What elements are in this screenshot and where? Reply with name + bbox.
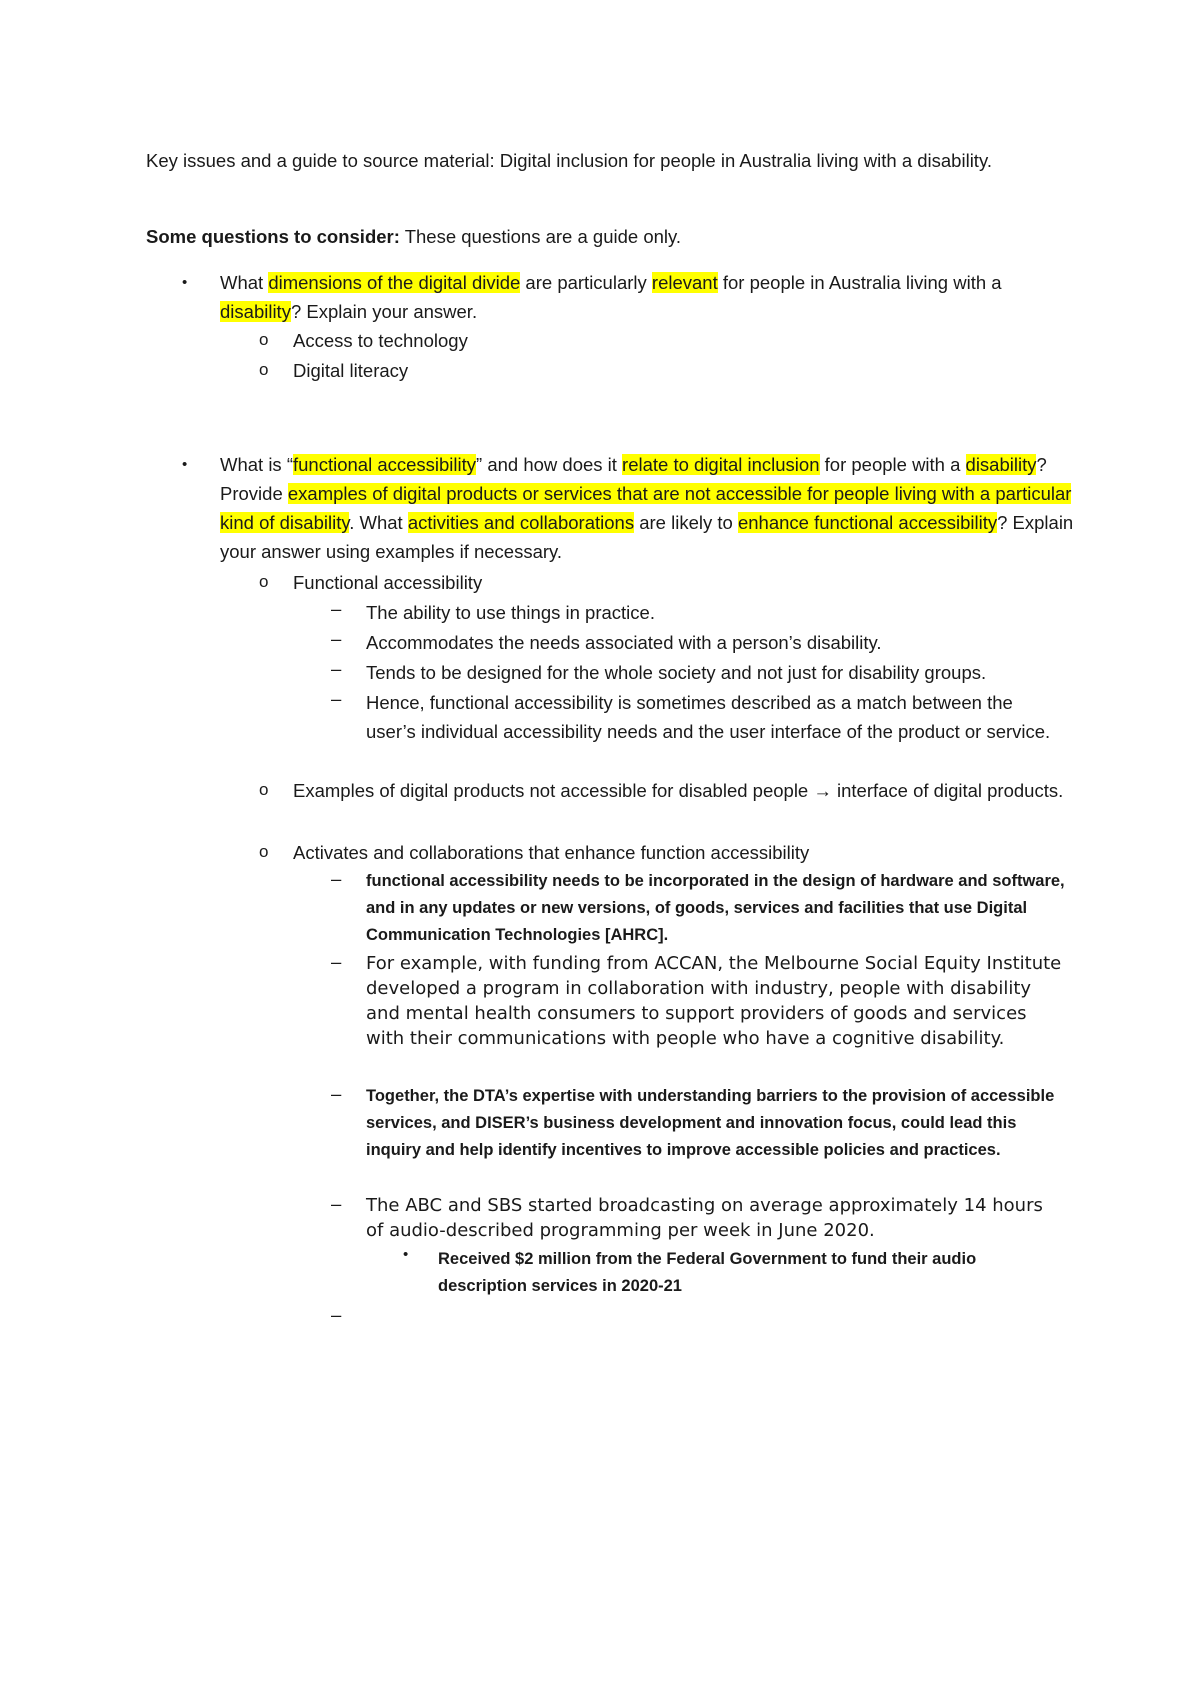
q2-text: are likely to	[634, 512, 738, 533]
bullet-icon: •	[182, 274, 188, 291]
sub-bullet-marker: o	[259, 360, 269, 379]
q2-highlight: enhance functional accessibility	[737, 512, 998, 533]
dash-item: The ABC and SBS started broadcasting on average approximately 14 hours of audio-described programming per week in June 2020.	[366, 1195, 1043, 1241]
q1-highlight: disability	[220, 301, 291, 322]
dash-marker: –	[331, 658, 342, 679]
dash-marker: –	[331, 598, 342, 619]
dash-marker: –	[331, 628, 342, 649]
q2-text: . What	[349, 512, 408, 533]
dash-marker: –	[331, 868, 342, 889]
q2-sub-heading: Activates and collaborations that enhance function accessibility	[293, 842, 810, 863]
dash-item: Tends to be designed for the whole society and not just for disability groups.	[366, 662, 987, 683]
dash-marker: –	[331, 951, 342, 972]
dash-item: For example, with funding from ACCAN, the Melbourne Social Equity Institute developed a program in collaboration with industry, people with disability and mental health consumers to support providers of goods and services with their communications with people who have a cognitive disability.	[366, 953, 1062, 1049]
dash-item: Hence, functional accessibility is sometimes described as a match between the user’s individual accessibility needs and the user interface of the product or service.	[366, 692, 1051, 742]
dash-item-bold: Together, the DTA’s expertise with understanding barriers to the provision of accessible services, and DISER’s business development and innovation focus, could lead this inquiry and help identify incentives to improve accessible policies and practices.	[366, 1087, 1055, 1159]
sub-bullet-marker: o	[259, 572, 269, 591]
q1-sub-item: Digital literacy	[293, 360, 409, 381]
q2-text: ? Provide	[220, 454, 1047, 504]
q2-highlight: relate to digital inclusion	[622, 454, 820, 475]
dash-marker: –	[331, 688, 342, 709]
bullet-icon: •	[182, 456, 188, 473]
q2-highlight: examples of digital products or services that are not accessible for people living with a particular kind of disability	[220, 483, 1072, 533]
q2-text: ? Explain your answer using examples if necessary.	[220, 512, 1074, 562]
bullet-icon: •	[403, 1246, 409, 1263]
q1-highlight: relevant	[651, 272, 718, 293]
q1-text: for people in Australia living with a	[717, 272, 1002, 293]
dash-marker: –	[331, 1304, 342, 1325]
document-title: Key issues and a guide to source material: Digital inclusion for people in Australia living with a disability.	[146, 150, 992, 171]
dash-item: Accommodates the needs associated with a person’s disability.	[366, 632, 882, 653]
nested-bullet-item: Received $2 million from the Federal Government to fund their audio description services in 2020-21	[438, 1250, 977, 1295]
q1-sub-item: Access to technology	[293, 330, 468, 351]
examples-text: Examples of digital products not accessible for disabled people	[293, 780, 814, 801]
sub-bullet-marker: o	[259, 780, 269, 799]
examples-text: interface of digital products.	[831, 780, 1064, 801]
arrow-right-icon: →	[813, 780, 832, 801]
dash-marker: –	[331, 1193, 342, 1214]
dash-item-bold: functional accessibility needs to be incorporated in the design of hardware and software, and in any updates or new versions, of goods, services and facilities that use Digital Communication Technologies [AHRC].	[366, 872, 1065, 944]
q1-text: are particularly	[520, 272, 652, 293]
sub-bullet-marker: o	[259, 330, 269, 349]
dash-item: The ability to use things in practice.	[366, 602, 655, 623]
q2-text: for people with a	[819, 454, 966, 475]
sub-bullet-marker: o	[259, 842, 269, 861]
question-1	[220, 268, 1070, 326]
questions-intro-rest: These questions are a guide only.	[399, 226, 682, 247]
q2-sub-heading: Functional accessibility	[293, 572, 483, 593]
questions-intro	[146, 222, 681, 251]
questions-intro-bold: Some questions to consider:	[146, 226, 400, 247]
q1-highlight: dimensions of the digital divide	[268, 272, 521, 293]
dash-marker: –	[331, 1083, 342, 1104]
q1-text: ? Explain your answer.	[290, 301, 478, 322]
q2-highlight: functional accessibility	[292, 454, 477, 475]
q2-sub-examples	[293, 776, 1073, 805]
q2-highlight: disability	[965, 454, 1037, 475]
q2-text: ” and how does it	[476, 454, 623, 475]
q2-highlight: activities and collaborations	[407, 512, 635, 533]
q2-text: What is “	[220, 454, 293, 475]
question-2	[220, 450, 1080, 566]
q1-text: What	[220, 272, 269, 293]
